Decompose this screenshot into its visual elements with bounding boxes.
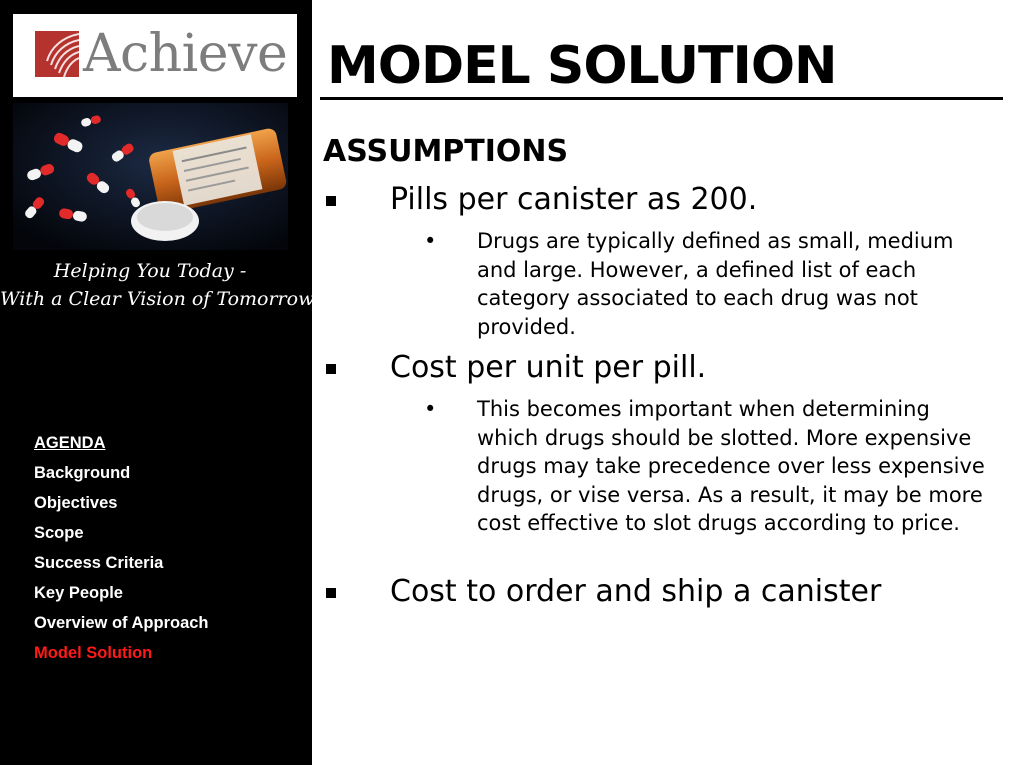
sub-bullet-text: This becomes important when determining which drugs should be slotted. More expensive drugs may take precedence over less expensive drugs, or vise versa. As a result, it may be more cost effective to slot drugs according to price. <box>477 397 985 535</box>
bullet-text: Cost to order and ship a canister <box>390 574 882 609</box>
title-divider <box>320 97 1003 100</box>
tagline <box>0 257 315 313</box>
round-bullet-icon: • <box>424 397 437 421</box>
logo-mark-icon <box>35 31 79 77</box>
round-bullet-icon: • <box>424 229 437 253</box>
nav-item-background[interactable]: Background <box>34 464 131 482</box>
section-heading: ASSUMPTIONS <box>323 134 569 169</box>
nav-item-scope[interactable]: Scope <box>34 524 84 542</box>
nav-item-objectives[interactable]: Objectives <box>34 494 118 512</box>
agenda-nav <box>34 432 209 672</box>
sub-bullet-text: Drugs are typically defined as small, medium and large. However, a defined list of each category associated to each drug was not provided. <box>477 229 954 339</box>
square-bullet-icon <box>326 196 336 206</box>
nav-agenda-heading[interactable]: AGENDA <box>34 434 106 452</box>
bullet-text: Cost per unit per pill. <box>390 350 707 385</box>
pill-bottle-image <box>13 103 288 250</box>
square-bullet-icon <box>326 364 336 374</box>
nav-item-success-criteria[interactable]: Success Criteria <box>34 554 164 572</box>
nav-item-key-people[interactable]: Key People <box>34 584 123 602</box>
square-bullet-icon <box>326 588 336 598</box>
nav-item-model-solution[interactable]: Model Solution <box>34 644 153 662</box>
logo-text: Achieve <box>83 24 288 84</box>
slide-title: MODEL SOLUTION <box>327 36 837 96</box>
nav-item-overview-of-approach[interactable]: Overview of Approach <box>34 614 209 632</box>
tagline-line-1: Helping You Today - <box>53 260 247 282</box>
tagline-line-2: With a Clear Vision of Tomorrow <box>0 288 315 310</box>
achieve-logo <box>13 14 297 97</box>
sidebar <box>0 0 315 765</box>
bullet-text: Pills per canister as 200. <box>390 182 758 217</box>
